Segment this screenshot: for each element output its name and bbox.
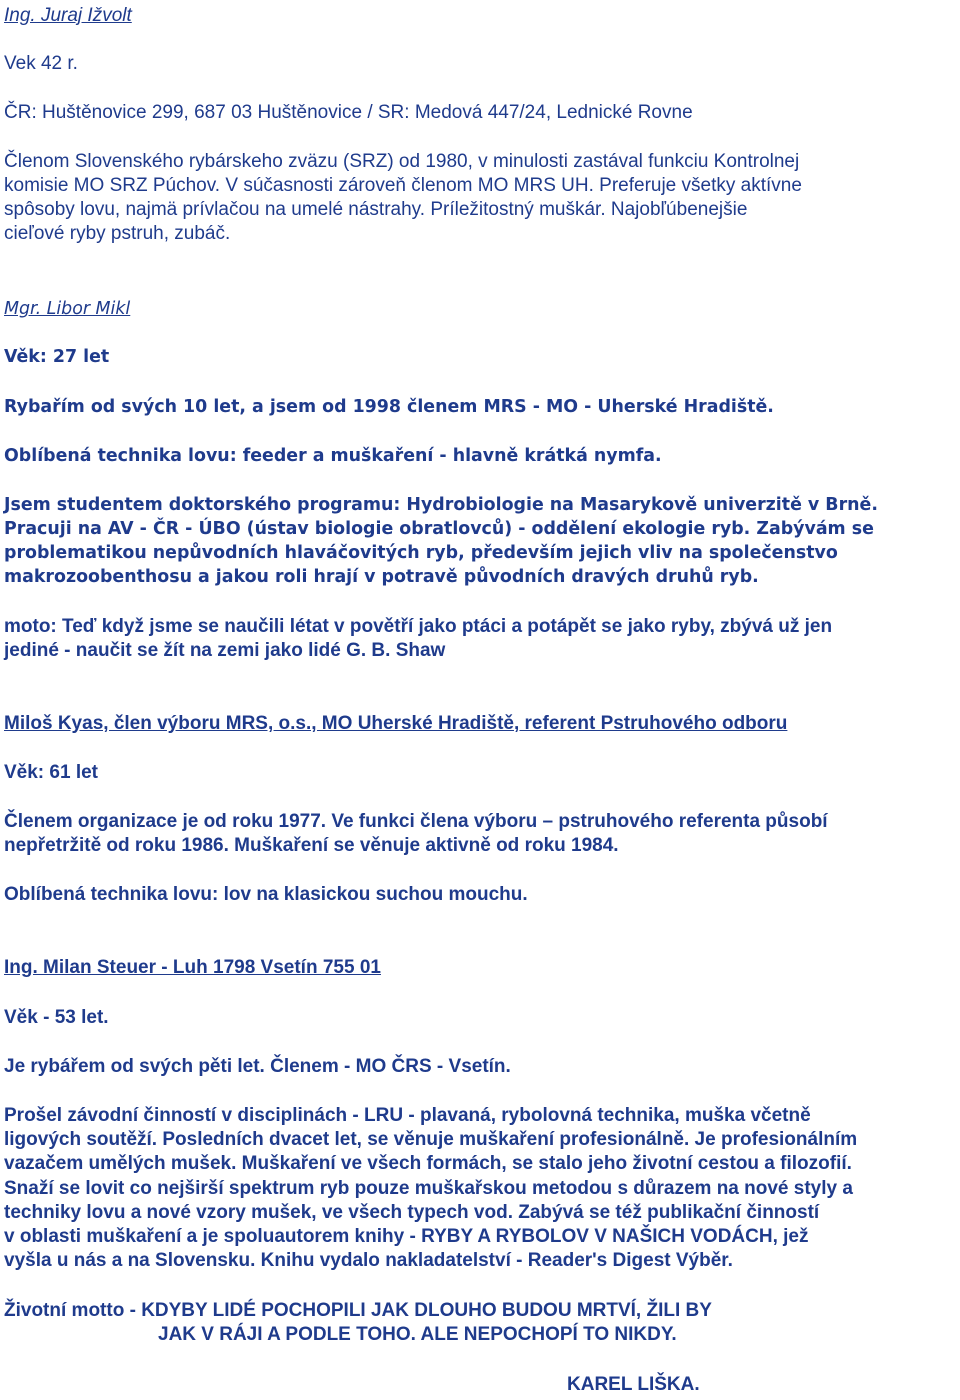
person4-motto-line: Životní motto - KDYBY LIDÉ POCHOPILI JAK DLOUHO BUDOU MRTVÍ, ŽILI BY xyxy=(4,1300,712,1321)
person4-paragraph-line: techniky lovu a nové vzory mušek, ve všech typech vod. Zabývá se též publikační činností xyxy=(4,1202,820,1223)
person4-motto-line: JAK V RÁJI A PODLE TOHO. ALE NEPOCHOPÍ TO NIKDY. xyxy=(158,1324,677,1345)
person4-paragraph-line: vyšla u nás a na Slovensku. Knihu vydalo nakladatelství - Reader's Digest Výběr. xyxy=(4,1250,733,1271)
person4-paragraph-line: ligových soutěží. Posledních dvacet let, se věnuje muškaření profesionálně. Je profesionálním xyxy=(4,1129,858,1150)
person4-name: Ing. Milan Steuer - Luh 1798 Vsetín 755 01 xyxy=(4,957,381,978)
signature: KAREL LIŠKA. xyxy=(567,1374,700,1395)
person4-paragraph-line: v oblasti muškaření a je spoluautorem knihy - RYBY A RYBOLOV V NAŠICH VODÁCH, jež xyxy=(4,1226,809,1247)
person2-name: Mgr. Libor Mikl xyxy=(4,299,131,319)
person1-age: Vek 42 r. xyxy=(4,53,78,74)
person2-moto-line: jediné - naučit se žít na zemi jako lidé G. B. Shaw xyxy=(4,640,446,661)
person2-paragraph-line: Jsem studentem doktorského programu: Hydrobiologie na Masarykově univerzitě v Brně. xyxy=(4,495,878,515)
person1-address: ČR: Huštěnovice 299, 687 03 Huštěnovice / SR: Medová 447/24, Lednické Rovne xyxy=(4,102,693,123)
person4-paragraph-line: vazačem umělých mušek. Muškaření ve všech formách, se stalo jeho životní cestou a filozofií. xyxy=(4,1153,852,1174)
person4-paragraph-line: Prošel závodní činností v disciplinách - LRU - plavaná, rybolovná technika, muška včetně xyxy=(4,1105,811,1126)
person2-paragraph-line: problematikou nepůvodních hlaváčovitých ryb, především jejich vliv na společenstvo xyxy=(4,543,838,563)
person2-paragraph-line: Pracuji na AV - ČR - ÚBO (ústav biologie obratlovců) - oddělení ekologie ryb. Zabývám se xyxy=(4,519,874,539)
person1-bio-line: Členom Slovenského rybárskeho zväzu (SRZ) od 1980, v minulosti zastával funkciu Kontrolnej xyxy=(4,151,800,172)
person2-moto-line: moto: Teď když jsme se naučili létat v povětří jako ptáci a potápět se jako ryby, zbývá už jen xyxy=(4,616,833,637)
person3-paragraph-line: Členem organizace je od roku 1977. Ve funkci člena výboru – pstruhového referenta působí xyxy=(4,811,828,832)
person2-paragraph-line: makrozoobenthosu a jakou roli hrají v potravě původních dravých druhů ryb. xyxy=(4,567,759,587)
person2-paragraph: Rybařím od svých 10 let, a jsem od 1998 členem MRS - MO - Uherské Hradiště. xyxy=(4,397,774,417)
person2-age: Věk: 27 let xyxy=(4,347,110,367)
person2-paragraph: Oblíbená technika lovu: feeder a muškaření - hlavně krátká nymfa. xyxy=(4,446,662,466)
person4-paragraph: Je rybářem od svých pěti let. Členem - MO ČRS - Vsetín. xyxy=(4,1056,511,1077)
person3-paragraph: Oblíbená technika lovu: lov na klasickou suchou mouchu. xyxy=(4,884,528,905)
person1-bio-line: cieľové ryby pstruh, zubáč. xyxy=(4,223,231,244)
person3-name: Miloš Kyas, člen výboru MRS, o.s., MO Uherské Hradiště, referent Pstruhového odboru xyxy=(4,713,788,734)
person3-age: Věk: 61 let xyxy=(4,762,98,783)
person1-bio-line: komisie MO SRZ Púchov. V súčasnosti zároveň členom MO MRS UH. Preferuje všetky aktívne xyxy=(4,175,802,196)
person4-paragraph-line: Snaží se lovit co nejširší spektrum ryb pouze muškařskou metodou s důrazem na nové styly a xyxy=(4,1178,853,1199)
person4-age: Věk - 53 let. xyxy=(4,1007,109,1028)
person3-paragraph-line: nepřetržitě od roku 1986. Muškaření se věnuje aktivně od roku 1984. xyxy=(4,835,619,856)
person1-name: Ing. Juraj Ižvolt xyxy=(4,5,132,26)
person1-bio-line: spôsoby lovu, najmä prívlačou na umelé nástrahy. Príležitostný muškár. Najobľúbenejšie xyxy=(4,199,748,220)
